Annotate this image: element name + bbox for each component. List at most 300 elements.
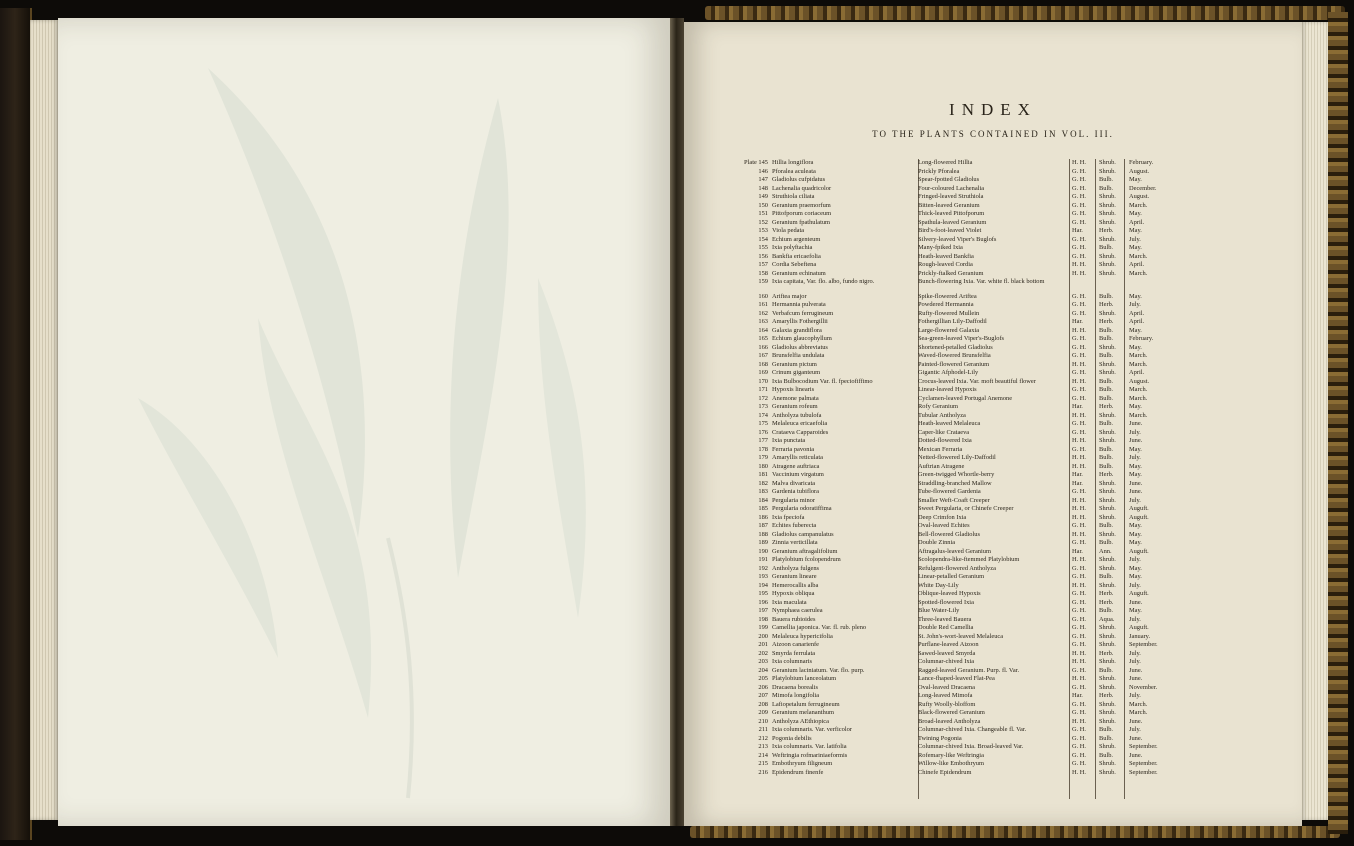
latin-name: Brunsfelfia undulata [772,352,825,359]
index-row [742,420,1162,429]
location: G. H. [1072,394,1087,402]
index-row [742,607,1162,616]
latin-name: Epidendrum finenfe [772,768,824,776]
index-row [742,667,1162,676]
plate-number: 188 [758,530,768,538]
flowering-month: May. [1129,530,1142,538]
latin-name: Ariftea major [772,292,807,300]
location: G. H. [1072,700,1087,708]
english-name: Sawed-leaved Smyrda [918,649,976,657]
index-row [742,395,1162,404]
plate-number: 153 [758,227,768,234]
location: H. H. [1072,505,1087,512]
plate-number: 190 [758,547,768,555]
plant-type: Bulb. [1099,335,1114,342]
plate-number: 211 [758,726,768,733]
english-name: Green-twigged Whortle-berry [918,471,995,478]
latin-name: Pergularia odoratiffima [772,505,832,512]
english-name: Caper-like Crataeva [918,428,970,436]
plant-type: Shrub. [1099,218,1116,226]
page-subtitle: TO THE PLANTS CONTAINED IN VOL. III. [872,129,1114,139]
location: H. H. [1072,649,1087,657]
latin-name: Smyrda ferrulata [772,649,816,657]
location: H. H. [1072,658,1087,665]
flowering-month: July. [1129,496,1141,504]
plate-number: 171 [758,386,768,393]
location: H. H. [1072,326,1087,334]
flowering-month: May. [1129,176,1142,183]
latin-name: Gladiolus abbreviatus [772,343,828,351]
flowering-month: July. [1129,581,1141,589]
flowering-month: June. [1129,420,1143,427]
plant-type: Shrub. [1099,760,1116,767]
index-row [742,531,1162,540]
english-name: Double Red Camellia [918,624,974,631]
index-row [742,219,1162,228]
english-name: Refulgent-flowered Antholyza [918,564,996,572]
index-row [742,624,1162,633]
latin-name: Ixia Bulbocodium Var. fl. fpeciofiffimo [772,377,873,385]
flowering-month: June. [1129,675,1143,682]
plant-type: Ann. [1099,547,1112,555]
index-row [742,429,1162,438]
latin-name: Anemone palmata [772,394,819,402]
english-name: Prickly Pforalea [918,167,960,175]
latin-name: Pittofporum coriaceum [772,210,832,217]
plant-type: Shrub. [1099,717,1116,725]
index-row [742,454,1162,463]
english-name: Bunch-flowering Ixia. Var. white fl. black bottom [918,278,1045,285]
plate-number: 206 [758,683,768,691]
location: G. H. [1072,193,1087,200]
latin-name: Pergularia minor [772,496,816,504]
location: G. H. [1072,573,1087,580]
english-name: Spear-fpotted Gladiolus [918,176,980,183]
flowering-month: August. [1129,167,1150,175]
english-name: Oval-leaved Echites [918,522,970,529]
english-name: Long-flowered Hillia [918,159,973,166]
plate-number: 181 [758,471,768,478]
location: G. H. [1072,386,1087,393]
plate-number: 170 [758,377,768,385]
english-name: Spike-flowered Ariftea [918,292,977,300]
english-name: Linear-leaved Hypoxis [918,386,977,393]
english-name: Rough-leaved Cordia [918,261,973,268]
index-row [742,293,1162,302]
gilt-border-right [1328,12,1348,834]
english-name: Ragged-leaved Geranium. Purp. fl. Var. [918,666,1020,674]
latin-name: Hypoxis obliqua [772,590,815,597]
flowering-month: November. [1129,683,1158,691]
location: G. H. [1072,734,1087,742]
flowering-month: July. [1129,658,1141,665]
gilt-border-top [705,6,1345,20]
latin-name: Hermannia pulverata [772,301,826,308]
flowering-month: April. [1129,261,1145,268]
latin-name: Ixia polyftachia [772,244,813,251]
latin-name: Gladiolus campanulatus [772,530,834,538]
english-name: Columnar-chived Ixia. Changeable fl. Var. [918,726,1027,733]
plate-number: 213 [758,743,768,750]
location: G. H. [1072,420,1087,427]
plate-number: 152 [758,218,768,226]
latin-name: Ixia maculata [772,598,807,606]
latin-name: Ixia columnaris. Var. latifolia [772,743,847,750]
location: G. H. [1072,369,1087,376]
english-name: Long-leaved Mimofa [918,692,973,699]
flowering-month: April. [1129,218,1145,226]
index-row [742,253,1162,262]
english-name: Tubular Antholyza [918,411,966,419]
flowering-month: January. [1129,632,1151,640]
plant-type: Bulb. [1099,666,1114,674]
plate-number: 162 [758,309,768,317]
index-row [742,497,1162,506]
flowering-month: June. [1129,734,1143,742]
plate-number: 174 [758,411,768,419]
index-row [742,386,1162,395]
latin-name: Antholyza fulgens [772,564,820,572]
location: H. H. [1072,675,1087,682]
location: G. H. [1072,726,1087,733]
flowering-month: Auguft. [1129,513,1149,521]
plant-type: Bulb. [1099,454,1114,461]
plant-type: Bulb. [1099,420,1114,427]
english-name: Dotted-flowered Ixia [918,437,972,444]
plant-type: Shrub. [1099,437,1116,444]
latin-name: Geranium echinatum [772,269,826,277]
location: H. H. [1072,437,1087,444]
flowering-month: September. [1129,768,1158,776]
english-name: Purflane-leaved Aizoon [918,641,979,648]
flowering-month: July. [1129,428,1141,436]
index-row [742,650,1162,659]
location: H. H. [1072,530,1087,538]
latin-name: Embothryum filigneum [772,760,833,767]
index-row [742,675,1162,684]
latin-name: Bankfia ericaefolia [772,252,821,260]
flowering-month: March. [1129,201,1148,209]
english-name: Sea-green-leaved Viper's-Buglofs [918,335,1005,342]
flowering-month: May. [1129,210,1142,217]
english-name: Linear-petalled Geranium [918,573,985,580]
plant-type: Bulb. [1099,726,1114,733]
index-row [742,168,1162,177]
location: G. H. [1072,201,1087,209]
location: G. H. [1072,292,1087,300]
plant-type: Herb. [1099,403,1114,410]
plate-number: 183 [758,488,768,495]
index-row [742,227,1162,236]
plate-number: 202 [758,649,768,657]
plate-number: 161 [758,301,768,308]
index-row [742,301,1162,310]
flowering-month: April. [1129,369,1145,376]
english-name: Mexican Ferraria [918,445,963,453]
plant-type: Shrub. [1099,513,1116,521]
location: G. H. [1072,564,1087,572]
flowering-month: June. [1129,479,1143,487]
index-table [742,159,1162,777]
latin-name: Geranium rofeum [772,403,818,410]
latin-name: Amaryllis Fothergillii [772,318,828,325]
plate-number: 158 [758,269,768,277]
latin-name: Weftringia rofmariniaeformis [772,751,848,759]
index-row [742,471,1162,480]
location: G. H. [1072,590,1087,597]
latin-name: Galaxia grandiflora [772,326,822,334]
index-row [742,210,1162,219]
index-row [742,236,1162,245]
latin-name: Ixia columnaris [772,658,812,665]
latin-name: Antholyza tubulofa [772,411,822,419]
english-name: Columnar-chived Ixia [918,658,975,665]
plate-number: 184 [758,496,768,504]
plant-type: Shrub. [1099,201,1116,209]
latin-name: Geranium fpathulatum [772,218,831,226]
location: G. H. [1072,167,1087,175]
flowering-month: February. [1129,159,1154,166]
plate-number: 173 [758,403,768,410]
index-row [742,658,1162,667]
plant-type: Shrub. [1099,261,1116,268]
plant-type: Shrub. [1099,360,1116,368]
index-row [742,244,1162,253]
latin-name: Mimofa longifolia [772,692,820,699]
index-row [742,270,1162,279]
location: G. H. [1072,709,1087,716]
index-row [742,709,1162,718]
location: G. H. [1072,218,1087,226]
latin-name: Ixia capitata, Var. flo. albo, fundo nigro. [772,278,875,285]
plate-number: 212 [758,734,768,742]
index-row [742,590,1162,599]
index-row [742,641,1162,650]
plant-type: Shrub. [1099,159,1116,166]
english-name: Broad-leaved Antholyza [918,717,981,725]
english-name: Black-flowered Geranium [918,709,985,716]
plate-number: 164 [758,326,768,334]
location: H. H. [1072,411,1087,419]
location: G. H. [1072,301,1087,308]
plant-type: Shrub. [1099,369,1116,376]
location: G. H. [1072,641,1087,648]
location: Har. [1072,547,1083,555]
flowering-month: March. [1129,386,1148,393]
gilt-border-bottom [690,826,1340,838]
plant-type: Shrub. [1099,768,1116,776]
flowering-month: May. [1129,471,1142,478]
plate-number: 182 [758,479,768,487]
plant-type: Bulb. [1099,607,1114,614]
index-row [742,185,1162,194]
index-row [742,318,1162,327]
latin-name: Geranium melananthum [772,709,834,716]
english-name: Large-flowered Galaxia [918,326,980,334]
location: G. H. [1072,210,1087,217]
latin-name: Echites fuberecta [772,522,817,529]
plate-number: 205 [758,675,768,682]
plant-plate-show-through [58,18,670,826]
plate-number: 201 [758,641,768,648]
location: G. H. [1072,666,1087,674]
plant-type: Bulb. [1099,751,1114,759]
index-row [742,769,1162,778]
index-row [742,633,1162,642]
flowering-month: Auguft. [1129,505,1149,512]
index-row [742,369,1162,378]
plate-number: 175 [758,420,768,427]
latin-name: Crinum giganteum [772,369,821,376]
flowering-month: May. [1129,564,1142,572]
plate-number: 207 [758,692,768,699]
location: H. H. [1072,377,1087,385]
plant-type: Shrub. [1099,675,1116,682]
english-name: Fothergillian Lily-Daffodil [918,318,987,325]
location: G. H. [1072,683,1087,691]
latin-name: Dracaena borealis [772,683,818,691]
plate-number: 156 [758,252,768,260]
plate-number: 194 [758,581,768,589]
flowering-month: March. [1129,252,1148,260]
latin-name: Melaleuca hypericifolia [772,632,833,640]
latin-name: Platylobium fcolopendrum [772,556,841,563]
flowering-month: July. [1129,615,1141,623]
location: H. H. [1072,581,1087,589]
english-name: Sweet Pergularia, or Chinefe Creeper [918,505,1014,512]
plate-number: 186 [758,513,768,521]
location: G. H. [1072,244,1087,251]
flowering-month: May. [1129,227,1142,234]
plate-number: 146 [758,167,768,175]
index-row [742,327,1162,336]
plant-type: Bulb. [1099,394,1114,402]
english-name: Rufty Woolly-bloffom [918,700,976,708]
plant-type: Bulb. [1099,573,1114,580]
flowering-month: May. [1129,445,1142,453]
latin-name: Antholyza AEthiopica [772,717,829,725]
latin-name: Geranium praemorfum [772,201,831,209]
flowering-month: May. [1129,522,1142,529]
english-name: Rofemary-like Weftringia [918,751,984,759]
plant-type: Bulb. [1099,352,1114,359]
plant-type: Shrub. [1099,530,1116,538]
english-name: Bell-flowered Gladiolus [918,530,980,538]
location: H. H. [1072,496,1087,504]
index-row [742,261,1162,270]
plate-number: 203 [758,658,768,665]
english-name: Fringed-leaved Struthiola [918,193,984,200]
flowering-month: March. [1129,411,1148,419]
latin-name: Struthiola ciliata [772,193,815,200]
flowering-month: March. [1129,352,1148,359]
english-name: Oval-leaved Dracaena [918,683,975,691]
latin-name: Malva divaricata [772,479,816,487]
latin-name: Ixia fpeciofa [772,513,805,521]
location: G. H. [1072,743,1087,750]
plate-number: 215 [758,760,768,767]
plant-type: Aqua. [1099,615,1115,623]
plant-type: Shrub. [1099,235,1116,243]
location: G. H. [1072,760,1087,767]
plant-type: Shrub. [1099,624,1116,631]
location: G. H. [1072,252,1087,260]
flowering-month: July. [1129,692,1141,699]
index-row [742,599,1162,608]
index-row [742,412,1162,421]
index-row [742,565,1162,574]
plant-type: Bulb. [1099,734,1114,742]
plant-type: Shrub. [1099,479,1116,487]
latin-name: Echium argenteum [772,235,821,243]
plant-type: Bulb. [1099,386,1114,393]
english-name: Silvery-leaved Viper's Buglofs [918,235,997,243]
english-name: Netted-flowered Lily-Daffodil [918,454,996,461]
plant-type: Bulb. [1099,377,1114,385]
plant-type: Bulb. [1099,176,1114,183]
latin-name: Gardenia tubiflora [772,488,820,495]
latin-name: Geranium lineare [772,573,817,580]
flowering-month: May. [1129,607,1142,614]
english-name: Double Zinnia [918,539,956,546]
plant-type: Bulb. [1099,244,1114,251]
plate-number: 214 [758,751,768,759]
plant-type: Bulb. [1099,292,1114,300]
english-name: Prickly-ftalked Geranium [918,269,984,277]
index-row [742,684,1162,693]
index-row [742,446,1162,455]
flowering-month: July. [1129,301,1141,308]
english-name: Twining Pogonia [918,734,962,742]
page-title: INDEX [949,100,1037,119]
flowering-month: April. [1129,309,1145,317]
location: H. H. [1072,556,1087,563]
flowering-month: February. [1129,335,1154,342]
plant-type: Shrub. [1099,581,1116,589]
plate-number: 172 [758,394,768,402]
plant-type: Bulb. [1099,539,1114,546]
plate-number: 147 [758,176,768,183]
latin-name: Geranium laciniatum. Var. flo. purp. [772,666,865,674]
location: Har. [1072,692,1083,699]
latin-name: Bauera rubioides [772,615,816,623]
plate-number: 178 [758,445,768,453]
plant-type: Shrub. [1099,658,1116,665]
plate-number: 187 [758,522,768,529]
index-row [742,616,1162,625]
location: G. H. [1072,335,1087,342]
plant-type: Herb. [1099,590,1114,597]
plant-type: Shrub. [1099,193,1116,200]
location: G. H. [1072,607,1087,614]
flowering-month: July. [1129,649,1141,657]
latin-name: Gladiolus cufpidatus [772,176,826,183]
english-name: Gigantic Afphodel-Lily [918,369,979,376]
flowering-month: August. [1129,377,1150,385]
index-row [742,514,1162,523]
index-row [742,505,1162,514]
english-name: Aftragalus-leaved Geranium [918,547,991,555]
right-page-index [684,22,1302,826]
plant-type: Shrub. [1099,411,1116,419]
plate-number: 180 [758,462,768,470]
flowering-month: June. [1129,666,1143,674]
english-name: Four-coloured Lachenalia [918,184,985,192]
left-cover-edge [0,8,32,840]
latin-name: Ferraria pavonia [772,445,815,453]
english-name: Deep Crimfon Ixia [918,513,967,521]
plate-number: 163 [758,318,768,325]
